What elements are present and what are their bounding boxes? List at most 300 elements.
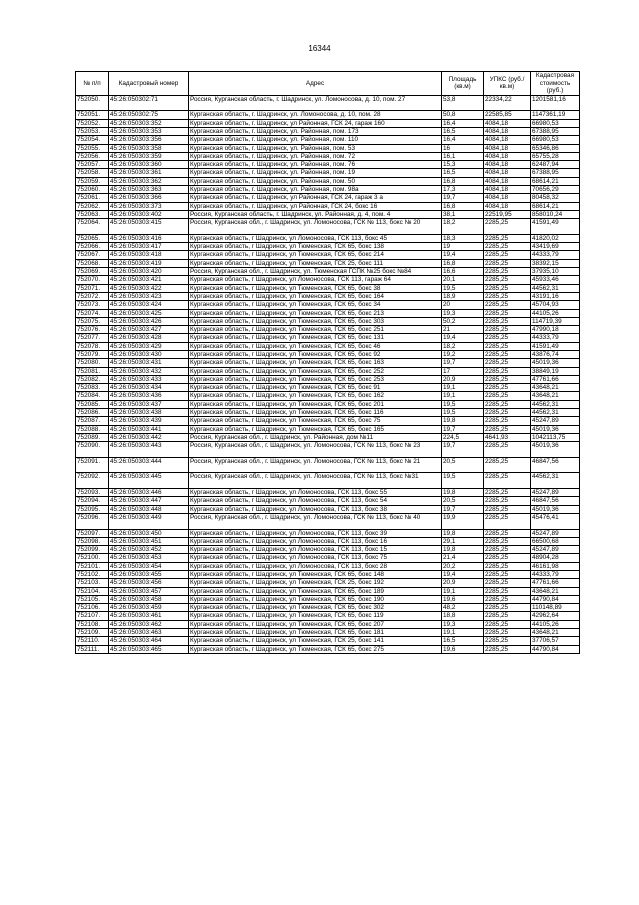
table-row — [76, 194, 580, 202]
area-cell: 19,4 — [442, 251, 484, 259]
row-number-cell: 752069. — [76, 268, 109, 276]
table-row — [76, 489, 580, 497]
upks-cell: 2285,25 — [484, 392, 531, 400]
upks-cell: 2285,25 — [484, 375, 531, 383]
address-cell: Курганская область, г Шадринск, ул Тюменская, ГСК 65, бокс 181 — [189, 629, 442, 637]
row-number-cell: 752070. — [76, 276, 109, 284]
area-cell: 21,4 — [442, 554, 484, 562]
cadastral-cost-cell: 44562,31 — [531, 409, 580, 417]
table-row — [76, 629, 580, 637]
upks-cell: 2285,25 — [484, 417, 531, 425]
row-number-cell: 752080. — [76, 359, 109, 367]
row-number-cell: 752104. — [76, 587, 109, 595]
header-upks: УПКС (руб./кв.м) — [484, 72, 531, 96]
area-cell: 19,1 — [442, 384, 484, 392]
upks-cell: 2285,25 — [484, 259, 531, 267]
row-number-cell: 752076. — [76, 326, 109, 334]
row-number-cell: 752109. — [76, 629, 109, 637]
cadastral-number-cell: 45:26:050303:416 — [109, 234, 189, 242]
upks-cell: 2285,25 — [484, 384, 531, 392]
upks-cell: 2285,25 — [484, 513, 531, 529]
upks-cell: 2285,25 — [484, 629, 531, 637]
address-cell: Курганская область, г. Шадринск, ул Районная, ГСК 24, бокс 16 — [189, 202, 442, 210]
upks-cell: 2285,25 — [484, 301, 531, 309]
address-cell: Курганская область, г. Шадринск, ул. Районная, пом. 72 — [189, 152, 442, 160]
cadastral-cost-cell: 45019,36 — [531, 425, 580, 433]
row-number-cell: 752108. — [76, 620, 109, 628]
area-cell: 19,8 — [442, 489, 484, 497]
row-number-cell: 752079. — [76, 350, 109, 358]
cadastral-cost-cell: 44562,31 — [531, 400, 580, 408]
table-row — [76, 579, 580, 587]
address-cell: Россия, Курганская обл., г. Шадринск, ул. Районная, дом №11 — [189, 433, 442, 441]
row-number-cell: 752056. — [76, 152, 109, 160]
cadastral-cost-cell: 43648,21 — [531, 392, 580, 400]
cadastral-cost-cell: 47761,66 — [531, 375, 580, 383]
address-cell: Курганская область, г Шадринск, ул Тюменская, ГСК 25, бокс 192 — [189, 579, 442, 587]
upks-cell: 2285,25 — [484, 251, 531, 259]
address-cell: Курганская область, г. Шадринск, ул. Районная, пом. 98а — [189, 186, 442, 194]
upks-cell: 2285,25 — [484, 334, 531, 342]
address-cell: Россия, Курганская область, г. Шадринск, ул. Районная, д. 4, пом. 4 — [189, 210, 442, 218]
cadastral-number-cell: 45:26:050303:422 — [109, 284, 189, 292]
row-number-cell: 752052. — [76, 119, 109, 127]
table-row — [76, 546, 580, 554]
cadastral-number-cell: 45:26:050303:441 — [109, 425, 189, 433]
table-row — [76, 144, 580, 152]
table-row — [76, 442, 580, 458]
upks-cell: 2285,25 — [484, 497, 531, 505]
address-cell: Курганская область, г Шадринск, ул Тюменская, ГСК 65, бокс 201 — [189, 400, 442, 408]
row-number-cell: 752063. — [76, 210, 109, 218]
cadastral-number-cell: 45:26:050303:433 — [109, 375, 189, 383]
cadastral-number-cell: 45:26:050303:352 — [109, 119, 189, 127]
table-row — [76, 136, 580, 144]
cadastral-number-cell: 45:26:050303:453 — [109, 554, 189, 562]
row-number-cell: 752082. — [76, 375, 109, 383]
cadastral-number-cell: 45:26:050303:447 — [109, 497, 189, 505]
cadastral-cost-cell: 44105,26 — [531, 309, 580, 317]
cadastral-cost-cell: 47761,66 — [531, 579, 580, 587]
upks-cell: 2285,25 — [484, 620, 531, 628]
cadastral-cost-cell: 65346,86 — [531, 144, 580, 152]
area-cell: 19,7 — [442, 442, 484, 458]
area-cell: 19,9 — [442, 513, 484, 529]
upks-cell: 4084,18 — [484, 144, 531, 152]
upks-cell: 2285,25 — [484, 350, 531, 358]
cadastral-number-cell: 45:26:050303:360 — [109, 161, 189, 169]
row-number-cell: 752057. — [76, 161, 109, 169]
area-cell: 16,4 — [442, 119, 484, 127]
table-row — [76, 169, 580, 177]
address-cell: Курганская область, г. Шадринск, ул Районная, ГСК 24, гараж 160 — [189, 119, 442, 127]
cadastral-cost-cell: 44562,31 — [531, 284, 580, 292]
cadastral-cost-cell: 114719,39 — [531, 317, 580, 325]
table-row — [76, 186, 580, 194]
address-cell: Курганская область, г Шадринск, ул Тюменская, ГСК 65, бокс 190 — [189, 595, 442, 603]
row-number-cell: 752061. — [76, 194, 109, 202]
row-number-cell: 752093. — [76, 489, 109, 497]
address-cell: Курганская область, г. Шадринск, ул. Районная, пом. 110 — [189, 136, 442, 144]
area-cell: 18,9 — [442, 292, 484, 300]
row-number-cell: 752084. — [76, 392, 109, 400]
upks-cell: 2285,25 — [484, 546, 531, 554]
cadastral-number-cell: 45:26:050303:421 — [109, 276, 189, 284]
upks-cell: 2285,25 — [484, 442, 531, 458]
area-cell: 19,7 — [442, 359, 484, 367]
cadastral-cost-cell: 858010,24 — [531, 210, 580, 218]
row-number-cell: 752059. — [76, 177, 109, 185]
cadastral-cost-cell: 45019,36 — [531, 505, 580, 513]
table-row — [76, 359, 580, 367]
cadastral-cost-cell: 44333,79 — [531, 251, 580, 259]
cadastral-cost-cell: 41820,02 — [531, 234, 580, 242]
table-row — [76, 587, 580, 595]
cadastral-cost-cell: 45247,89 — [531, 546, 580, 554]
table-row — [76, 268, 580, 276]
cadastral-cost-cell: 68614,21 — [531, 177, 580, 185]
cadastral-number-cell: 45:26:050303:417 — [109, 243, 189, 251]
cadastral-cost-cell: 45019,36 — [531, 442, 580, 458]
address-cell: Россия, Курганская обл., г. Шадринск, ул. Ломоносова, ГСК № 113, бокс № 21 — [189, 457, 442, 473]
cadastral-cost-cell: 68614,21 — [531, 202, 580, 210]
cadastral-cost-cell: 65755,28 — [531, 152, 580, 160]
cadastral-number-cell: 45:26:050303:432 — [109, 367, 189, 375]
cadastral-cost-cell: 44333,79 — [531, 334, 580, 342]
row-number-cell: 752050. — [76, 95, 109, 111]
cadastral-cost-cell: 44562,31 — [531, 473, 580, 489]
area-cell: 20,5 — [442, 497, 484, 505]
cadastral-number-cell: 45:26:050303:451 — [109, 537, 189, 545]
row-number-cell: 752058. — [76, 169, 109, 177]
cadastral-cost-cell: 43419,69 — [531, 243, 580, 251]
table-row — [76, 177, 580, 185]
table-row — [76, 620, 580, 628]
cadastral-number-cell: 45:26:050303:443 — [109, 442, 189, 458]
row-number-cell: 752051. — [76, 111, 109, 119]
upks-cell: 2285,25 — [484, 234, 531, 242]
cadastral-number-cell: 45:26:050303:449 — [109, 513, 189, 529]
upks-cell: 2285,25 — [484, 243, 531, 251]
cadastral-cost-cell: 110148,89 — [531, 604, 580, 612]
upks-cell: 2285,25 — [484, 645, 531, 653]
area-cell: 53,8 — [442, 95, 484, 111]
address-cell: Курганская область, г Шадринск, ул Тюменская, ГСК 65, бокс 162 — [189, 392, 442, 400]
upks-cell: 2285,25 — [484, 529, 531, 537]
cadastral-cost-cell: 45247,89 — [531, 489, 580, 497]
cadastral-cost-cell: 66980,53 — [531, 136, 580, 144]
address-cell: Курганская область, г Шадринск, ул Тюменская, ГСК 65, бокс 148 — [189, 571, 442, 579]
row-number-cell: 752071. — [76, 284, 109, 292]
row-number-cell: 752107. — [76, 612, 109, 620]
table-row — [76, 161, 580, 169]
table-row — [76, 95, 580, 111]
row-number-cell: 752072. — [76, 292, 109, 300]
cadastral-number-cell: 45:26:050303:436 — [109, 392, 189, 400]
row-number-cell: 752064. — [76, 219, 109, 235]
cadastral-number-cell: 45:26:050303:415 — [109, 219, 189, 235]
upks-cell: 4641,93 — [484, 433, 531, 441]
upks-cell: 2285,25 — [484, 276, 531, 284]
table-row — [76, 367, 580, 375]
area-cell: 20 — [442, 301, 484, 309]
cadastral-number-cell: 45:26:050303:446 — [109, 489, 189, 497]
cadastral-number-cell: 45:26:050303:439 — [109, 417, 189, 425]
cadastral-cost-cell: 46847,56 — [531, 497, 580, 505]
cadastral-cost-cell: 45933,46 — [531, 276, 580, 284]
upks-cell: 2285,25 — [484, 612, 531, 620]
cadastral-number-cell: 45:26:050303:445 — [109, 473, 189, 489]
table-row — [76, 259, 580, 267]
upks-cell: 2285,25 — [484, 219, 531, 235]
table-row — [76, 334, 580, 342]
row-number-cell: 752110. — [76, 637, 109, 645]
address-cell: Курганская область, г Шадринск, ул Тюменская, ГСК 65, бокс 251 — [189, 326, 442, 334]
cadastral-number-cell: 45:26:050303:373 — [109, 202, 189, 210]
area-cell: 21 — [442, 326, 484, 334]
cadastral-number-cell: 45:26:050303:465 — [109, 645, 189, 653]
cadastral-cost-cell: 62487,94 — [531, 161, 580, 169]
area-cell: 19,5 — [442, 473, 484, 489]
row-number-cell: 752089. — [76, 433, 109, 441]
upks-cell: 2285,25 — [484, 457, 531, 473]
table-row — [76, 571, 580, 579]
table-row — [76, 127, 580, 135]
address-cell: Курганская область, г Шадринск, ул Ломоносова, ГСК 113, бокс 15 — [189, 546, 442, 554]
row-number-cell: 752111. — [76, 645, 109, 653]
cadastral-number-cell: 45:26:050303:450 — [109, 529, 189, 537]
cadastral-cost-cell: 1201581,16 — [531, 95, 580, 111]
cadastral-cost-cell: 46847,56 — [531, 457, 580, 473]
area-cell: 50,2 — [442, 317, 484, 325]
cadastral-number-cell: 45:26:050303:437 — [109, 400, 189, 408]
table-row — [76, 210, 580, 218]
area-cell: 16,5 — [442, 169, 484, 177]
area-cell: 17,3 — [442, 186, 484, 194]
table-row — [76, 604, 580, 612]
cadastral-cost-cell: 37706,57 — [531, 637, 580, 645]
address-cell: Россия, Курганская область, г. Шадринск, ул. Ломоносова, д. 10, пом. 27 — [189, 95, 442, 111]
cadastral-number-cell: 45:26:050303:424 — [109, 301, 189, 309]
area-cell: 19,1 — [442, 587, 484, 595]
cadastral-number-cell: 45:26:050303:363 — [109, 186, 189, 194]
cadastral-cost-cell: 43648,21 — [531, 629, 580, 637]
cadastral-number-cell: 45:26:050303:456 — [109, 579, 189, 587]
upks-cell: 4084,18 — [484, 161, 531, 169]
cadastral-cost-cell: 44790,84 — [531, 595, 580, 603]
cadastral-number-cell: 45:26:050303:462 — [109, 620, 189, 628]
upks-cell: 2285,25 — [484, 579, 531, 587]
address-cell: Россия, Курганская обл., г. Шадринск, ул. Ломоносова, ГСК № 113, бокс № 40 — [189, 513, 442, 529]
address-cell: Курганская область, г Шадринск, ул Тюменская, ГСК 65, бокс 46 — [189, 342, 442, 350]
address-cell: Курганская область, г Шадринск, ул Тюменская, ГСК 65, бокс 164 — [189, 292, 442, 300]
cadastral-number-cell: 45:26:050303:455 — [109, 571, 189, 579]
cadastral-cost-cell: 66500,68 — [531, 537, 580, 545]
address-cell: Курганская область, г Шадринск, ул Тюменская, ГСК 65, бокс 165 — [189, 425, 442, 433]
cadastral-number-cell: 45:26:050303:358 — [109, 144, 189, 152]
cadastral-cost-cell: 45019,36 — [531, 359, 580, 367]
upks-cell: 2285,25 — [484, 587, 531, 595]
row-number-cell: 752095. — [76, 505, 109, 513]
table-row — [76, 505, 580, 513]
cadastral-cost-cell: 66980,53 — [531, 119, 580, 127]
row-number-cell: 752055. — [76, 144, 109, 152]
area-cell: 20,9 — [442, 375, 484, 383]
table-row — [76, 243, 580, 251]
table-row — [76, 595, 580, 603]
cadastral-number-cell: 45:26:050303:454 — [109, 562, 189, 570]
cadastral-value-table — [75, 71, 580, 654]
cadastral-number-cell: 45:26:050303:418 — [109, 251, 189, 259]
table-row — [76, 152, 580, 160]
row-number-cell: 752068. — [76, 259, 109, 267]
address-cell: Курганская область, г. Шадринск, ул. Районная, пом. 173 — [189, 127, 442, 135]
row-number-cell: 752105. — [76, 595, 109, 603]
cadastral-number-cell: 45:26:050303:359 — [109, 152, 189, 160]
address-cell: Курганская область, г. Шадринск, ул Районная, ГСК 24, гараж 3 а — [189, 194, 442, 202]
row-number-cell: 752106. — [76, 604, 109, 612]
area-cell: 50,8 — [442, 111, 484, 119]
row-number-cell: 752103. — [76, 579, 109, 587]
address-cell: Курганская область, г. Шадринск, ул. Районная, пом. 76 — [189, 161, 442, 169]
upks-cell: 2285,25 — [484, 359, 531, 367]
row-number-cell: 752081. — [76, 367, 109, 375]
row-number-cell: 752053. — [76, 127, 109, 135]
upks-cell: 2285,25 — [484, 309, 531, 317]
cadastral-cost-cell: 44105,26 — [531, 620, 580, 628]
cadastral-number-cell: 45:26:050303:461 — [109, 612, 189, 620]
row-number-cell: 752083. — [76, 384, 109, 392]
area-cell: 20,1 — [442, 276, 484, 284]
area-cell: 16,5 — [442, 127, 484, 135]
table-row — [76, 400, 580, 408]
cadastral-cost-cell: 43876,74 — [531, 350, 580, 358]
header-address: Адрес — [189, 72, 442, 96]
area-cell: 19,8 — [442, 529, 484, 537]
row-number-cell: 752067. — [76, 251, 109, 259]
table-row — [76, 111, 580, 119]
upks-cell: 2285,25 — [484, 595, 531, 603]
area-cell: 18,8 — [442, 612, 484, 620]
table-row — [76, 309, 580, 317]
table-row — [76, 612, 580, 620]
area-cell: 16,6 — [442, 268, 484, 276]
cadastral-number-cell: 45:26:050302:75 — [109, 111, 189, 119]
address-cell: Курганская область, г Шадринск, ул Тюменская, ГСК 65, бокс 253 — [189, 375, 442, 383]
area-cell: 20,5 — [442, 457, 484, 473]
table-row — [76, 301, 580, 309]
cadastral-cost-cell: 38392,15 — [531, 259, 580, 267]
address-cell: Курганская область, г Шадринск, ул Ломоносова, ГСК 113, бокс 38 — [189, 505, 442, 513]
cadastral-number-cell: 45:26:050303:356 — [109, 136, 189, 144]
row-number-cell: 752094. — [76, 497, 109, 505]
upks-cell: 4084,18 — [484, 202, 531, 210]
cadastral-number-cell: 45:26:050303:430 — [109, 350, 189, 358]
cadastral-number-cell: 45:26:050303:458 — [109, 595, 189, 603]
row-number-cell: 752054. — [76, 136, 109, 144]
table-row — [76, 409, 580, 417]
cadastral-number-cell: 45:26:050303:423 — [109, 292, 189, 300]
cadastral-number-cell: 45:26:050303:426 — [109, 317, 189, 325]
address-cell: Курганская область, г Шадринск, ул Тюменская, ГСК 65, бокс 207 — [189, 620, 442, 628]
area-cell: 19,6 — [442, 645, 484, 653]
row-number-cell: 752074. — [76, 309, 109, 317]
upks-cell: 2285,25 — [484, 473, 531, 489]
cadastral-cost-cell: 42962,64 — [531, 612, 580, 620]
area-cell: 19,1 — [442, 629, 484, 637]
row-number-cell: 752075. — [76, 317, 109, 325]
area-cell: 19,7 — [442, 194, 484, 202]
address-cell: Курганская область, г Шадринск, ул Тюменская, ГСК 65, бокс 189 — [189, 587, 442, 595]
row-number-cell: 752066. — [76, 243, 109, 251]
address-cell: Курганская область, г Шадринск, ул Тюменская, ГСК 25, бокс 141 — [189, 637, 442, 645]
address-cell: Курганская область, г Шадринск, ул Тюменская, ГСК 65, бокс 275 — [189, 645, 442, 653]
address-cell: Курганская область, г Шадринск, ул Ломоносова, ГСК 113, бокс 45 — [189, 234, 442, 242]
cadastral-number-cell: 45:26:050303:420 — [109, 268, 189, 276]
cadastral-number-cell: 45:26:050303:438 — [109, 409, 189, 417]
table-row — [76, 326, 580, 334]
cadastral-cost-cell: 41591,49 — [531, 219, 580, 235]
header-area: Площадь (кв.м) — [442, 72, 484, 96]
cadastral-cost-cell: 46161,98 — [531, 562, 580, 570]
address-cell: Курганская область, г Шадринск, ул Тюменская, ГСК 65, бокс 131 — [189, 334, 442, 342]
area-cell: 38,1 — [442, 210, 484, 218]
cadastral-cost-cell: 1042113,75 — [531, 433, 580, 441]
area-cell: 19,6 — [442, 595, 484, 603]
area-cell: 19,5 — [442, 400, 484, 408]
address-cell: Россия, Курганская обл., г. Шадринск, ул. Ломоносова, ГСК № 113, бокс № 23 — [189, 442, 442, 458]
address-cell: Россия, Курганская обл., г. Шадринск, ул. Ломоносова, ГСК № 113, бокс №31 — [189, 473, 442, 489]
address-cell: Курганская область, г Шадринск, ул Ломоносова, ГСК 113, бокс 39 — [189, 529, 442, 537]
table-row — [76, 276, 580, 284]
address-cell: Курганская область, г Шадринск, ул Ломоносова, ГСК 113, гараж 64 — [189, 276, 442, 284]
table-row — [76, 457, 580, 473]
table-row — [76, 219, 580, 235]
table-row — [76, 645, 580, 653]
area-cell: 19,3 — [442, 309, 484, 317]
table-row — [76, 202, 580, 210]
upks-cell: 2285,25 — [484, 489, 531, 497]
upks-cell: 2285,25 — [484, 562, 531, 570]
address-cell: Курганская область, г. Шадринск, ул. Районная, пом. 53 — [189, 144, 442, 152]
row-number-cell: 752073. — [76, 301, 109, 309]
address-cell: Курганская область, г Шадринск, ул Тюменская, ГСК 65, бокс 163 — [189, 359, 442, 367]
table-row — [76, 234, 580, 242]
cadastral-number-cell: 45:26:050303:457 — [109, 587, 189, 595]
table-row — [76, 562, 580, 570]
upks-cell: 4084,18 — [484, 186, 531, 194]
area-cell: 19,4 — [442, 571, 484, 579]
cadastral-number-cell: 45:26:050303:452 — [109, 546, 189, 554]
upks-cell: 4084,18 — [484, 177, 531, 185]
row-number-cell: 752060. — [76, 186, 109, 194]
upks-cell: 2285,25 — [484, 604, 531, 612]
cadastral-number-cell: 45:26:050303:429 — [109, 342, 189, 350]
address-cell: Курганская область, г. Шадринск, ул. Районная, пом. 50 — [189, 177, 442, 185]
area-cell: 19,8 — [442, 417, 484, 425]
table-row — [76, 292, 580, 300]
cadastral-cost-cell: 44790,84 — [531, 645, 580, 653]
area-cell: 16,4 — [442, 136, 484, 144]
area-cell: 20,9 — [442, 579, 484, 587]
table-row — [76, 384, 580, 392]
table-row — [76, 342, 580, 350]
cadastral-number-cell: 45:26:050303:353 — [109, 127, 189, 135]
area-cell: 18,2 — [442, 219, 484, 235]
table-row — [76, 637, 580, 645]
upks-cell: 4084,18 — [484, 194, 531, 202]
table-row — [76, 119, 580, 127]
